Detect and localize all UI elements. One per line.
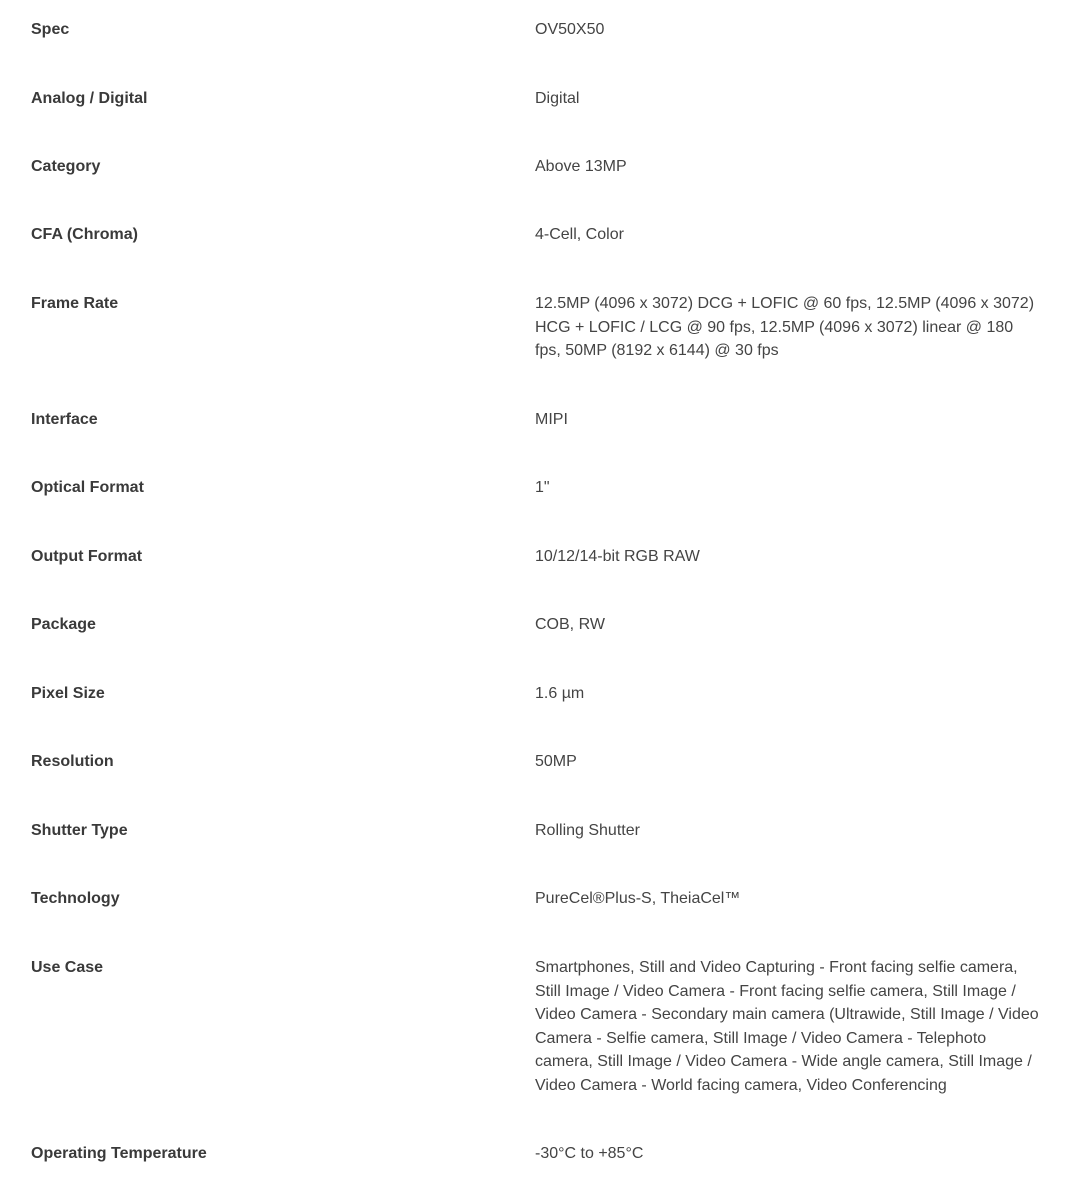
spec-value: Above 13MP [535, 158, 627, 175]
spec-value: OV50X50 [535, 21, 605, 38]
spec-value: Rolling Shutter [535, 822, 640, 839]
spec-value: 50MP [535, 753, 577, 770]
spec-value: Smartphones, Still and Video Capturing - Front facing selfie camera, Still Image / Video Camera - Front facing selfie camera, Still Image / Video Camera - Secondary main camera (Ultrawide, Still Image / Video Camera - Selfie camera, Still Image / Video Camera - Telephoto camera, Still Image / Video Camera - Wide angle camera, Still Image / Video Camera - World facing camera, Video Conferencing [535, 959, 1039, 1094]
spec-value: 4-Cell, Color [535, 226, 624, 243]
spec-label: Interface [31, 411, 98, 428]
spec-label: Shutter Type [31, 822, 128, 839]
spec-label: Output Format [31, 548, 143, 565]
spec-label: Resolution [31, 753, 114, 770]
spec-label: Package [31, 616, 96, 633]
spec-label: Optical Format [31, 479, 144, 496]
spec-value: 10/12/14-bit RGB RAW [535, 548, 700, 565]
spec-label: Operating Temperature [31, 1145, 207, 1162]
spec-label: Category [31, 158, 101, 175]
spec-label: Use Case [31, 959, 104, 976]
spec-value: 1.6 µm [535, 685, 585, 702]
spec-value: MIPI [535, 411, 568, 428]
spec-value: PureCel®Plus‑S, TheiaCel™ [535, 890, 741, 907]
spec-label: Pixel Size [31, 685, 105, 702]
spec-value: Digital [535, 90, 580, 107]
spec-label: Technology [31, 890, 120, 907]
spec-label: Analog / Digital [31, 90, 148, 107]
spec-value: 12.5MP (4096 x 3072) DCG + LOFIC @ 60 fps, 12.5MP (4096 x 3072) HCG + LOFIC / LCG @ 90 fps, 12.5MP (4096 x 3072) linear @ 180 fps, 50MP (8192 x 6144) @ 30 fps [535, 295, 1035, 359]
spec-label: Spec [31, 21, 70, 38]
spec-value: -30°C to +85°C [535, 1145, 644, 1162]
spec-value: 1" [535, 479, 550, 496]
spec-label: CFA (Chroma) [31, 226, 138, 243]
spec-label: Frame Rate [31, 295, 119, 312]
spec-value: COB, RW [535, 616, 605, 633]
